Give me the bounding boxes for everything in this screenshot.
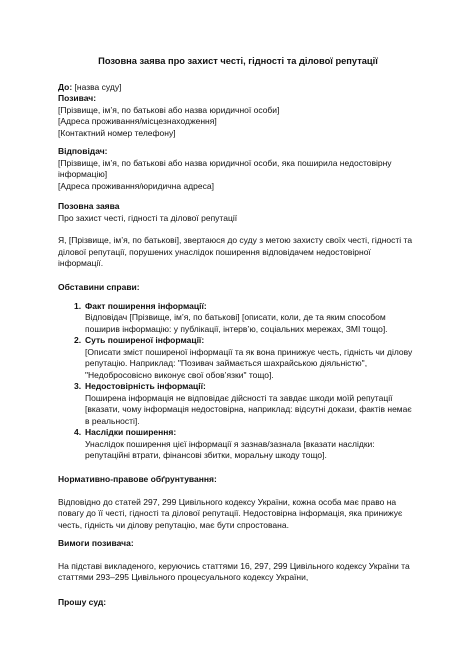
- legal-text: Відповідно до статей 297, 299 Цивільного кодексу України, кожна особа має право на повагу до її честі, гідності та ділової репутації. Недостовірна інформація, яка принижує честь, гідність чи ділову репутацію, має бути спростована.: [58, 496, 403, 530]
- plaintiff-phone: [Контактний номер телефону]: [58, 127, 176, 138]
- item-title: Факт поширення інформації:: [85, 300, 207, 311]
- demands-heading: Вимоги позивача:: [58, 538, 134, 548]
- demands-section: [58, 538, 418, 584]
- circumstances-list: [58, 301, 418, 462]
- defendant-name: [Прізвище, ім’я, по батькові або назва юридичної особи, яка поширила недостовірну інформацію]: [58, 157, 392, 179]
- item-text: [Описати зміст поширеної інформації та як вона принижує честь, гідність чи ділову репутацію. Наприклад: "Позивач займається шахрайською діяльністю", "Недобросовісно виконує свої обов’язки" тощо].: [85, 346, 413, 380]
- item-title: Наслідки поширення:: [85, 427, 177, 437]
- item-title: Недостовірність інформації:: [85, 381, 206, 391]
- legal-heading: Нормативно-правове обґрунтування:: [58, 474, 217, 484]
- court-name: [назва суду]: [72, 82, 122, 92]
- item-title: Суть поширеної інформації:: [85, 335, 205, 345]
- circumstance-item: [58, 381, 418, 427]
- request-section: [58, 597, 418, 609]
- court-line: [58, 82, 418, 94]
- demands-text: На підставі викладеного, керуючись статтями 16, 297, 299 Цивільного кодексу України та статтями 293–295 Цивільного процесуального кодексу України,: [58, 560, 410, 582]
- plaintiff-heading: Позивач:: [58, 93, 97, 103]
- item-text: Поширена інформація не відповідає дійсності та завдає шкоди моїй репутації [вказати, чому інформація недостовірна, наприклад: відсутні докази, фактів немає в реальності].: [85, 392, 412, 426]
- claim-section: [58, 201, 418, 224]
- defendant-heading: Відповідач:: [58, 146, 108, 156]
- intro-text: Я, [Прізвище, ім’я, по батькові], звертаюся до суду з метою захисту своїх честі, гідності та ділової репутації, порушених унаслідок поширення відповідачем недостовірної інформації.: [58, 235, 413, 268]
- item-number: 2.: [74, 335, 82, 345]
- plaintiff-section: [58, 93, 418, 139]
- legal-basis-section: [58, 474, 418, 531]
- request-heading: Прошу суд:: [58, 597, 107, 607]
- plaintiff-name: [Прізвище, ім’я, по батькові або назва юридичної особи]: [58, 104, 280, 115]
- circumstances-section: [58, 282, 418, 462]
- to-label: До:: [58, 82, 73, 92]
- item-number: 4.: [74, 427, 82, 437]
- plaintiff-address: [Адреса проживання/місцезнаходження]: [58, 116, 217, 126]
- defendant-section: [58, 146, 418, 192]
- claim-subject: Про захист честі, гідності та ділової репутації: [58, 212, 238, 223]
- claim-heading: Позовна заява: [58, 201, 120, 211]
- circumstances-heading: Обставини справи:: [58, 282, 140, 292]
- item-number: 3.: [74, 381, 82, 391]
- item-text: Відповідач [Прізвище, ім’я, по батькові] [описати, коли, де та яким способом поширив інформацію: у публікації, інтерв’ю, соціальних мережах, ЗМІ тощо].: [85, 312, 388, 334]
- item-number: 1.: [74, 300, 82, 311]
- intro-paragraph: [58, 235, 418, 270]
- item-text: Унаслідок поширення цієї інформації я зазнав/зазнала [вказати наслідки: репутаційні втрати, фінансові збитки, моральну шкоду тощо].: [85, 438, 375, 460]
- circumstance-item: [58, 335, 418, 381]
- document-title: Позовна заява про захист честі, гідності та ділової репутації: [98, 56, 378, 66]
- circumstance-item: [58, 301, 418, 336]
- defendant-address: [Адреса проживання/юридична адреса]: [58, 180, 214, 191]
- circumstance-item: [58, 427, 418, 462]
